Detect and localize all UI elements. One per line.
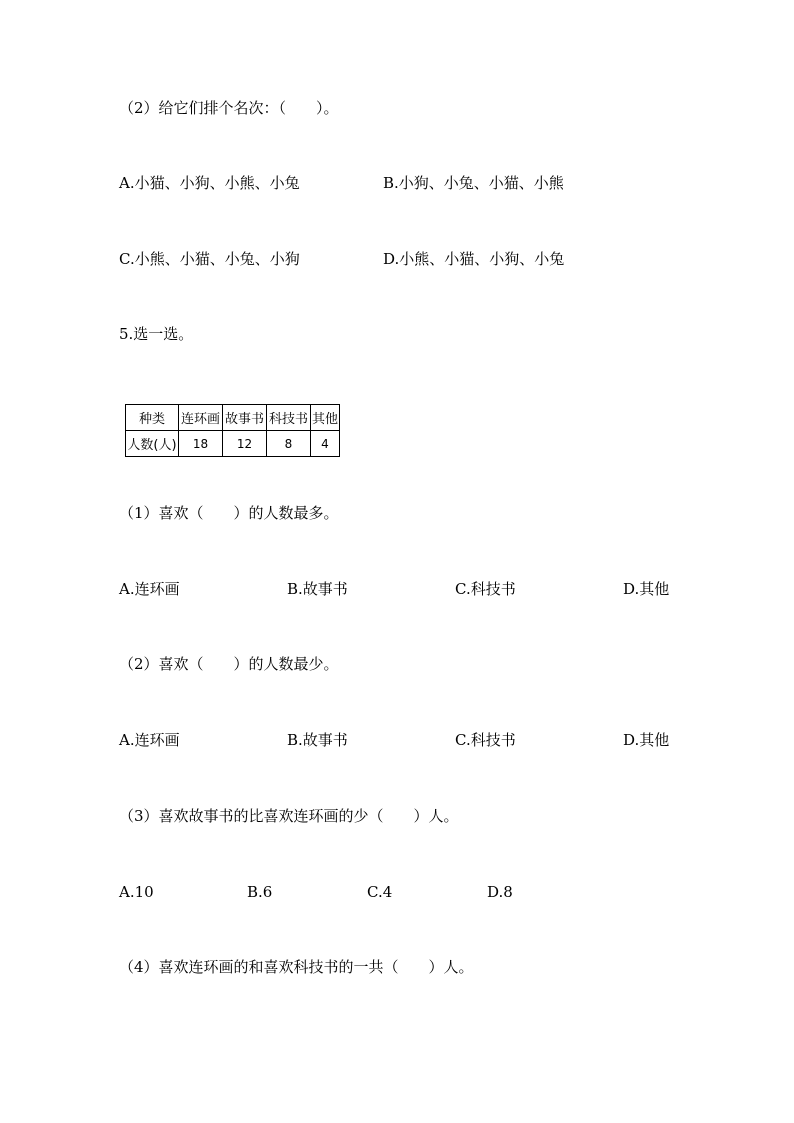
q5-part2-prompt: （2）喜欢（ ）的人数最少。 — [119, 655, 339, 673]
table-row — [126, 431, 340, 457]
table-header-cell: 连环画 — [179, 405, 223, 431]
q5-part3-option-a[interactable]: A.10 — [119, 883, 154, 901]
table-row-label: 人数(人) — [126, 431, 179, 457]
table-header-row — [126, 405, 340, 431]
q5-part1-prompt: （1）喜欢（ ）的人数最多。 — [119, 504, 339, 522]
table-header-cell: 故事书 — [223, 405, 267, 431]
q5-part2-option-c[interactable]: C.科技书 — [455, 731, 516, 749]
q5-part3-option-d[interactable]: D.8 — [487, 883, 513, 901]
table-header-cell: 其他 — [311, 405, 340, 431]
q5-part2-option-b[interactable]: B.故事书 — [287, 731, 348, 749]
q5-part1-option-b[interactable]: B.故事书 — [287, 580, 348, 598]
reading-stats-table — [125, 404, 340, 457]
q5-part3-prompt: （3）喜欢故事书的比喜欢连环画的少（ ）人。 — [119, 807, 459, 825]
q4-part2-prompt: （2）给它们排个名次：（ ）。 — [119, 99, 339, 117]
q5-part4-prompt: （4）喜欢连环画的和喜欢科技书的一共（ ）人。 — [119, 958, 474, 976]
q4-part2-option-a[interactable]: A.小猫、小狗、小熊、小兔 — [119, 174, 300, 192]
q5-part3-option-c[interactable]: C.4 — [367, 883, 393, 901]
q5-title: 5.选一选。 — [119, 325, 194, 343]
q5-part3-option-b[interactable]: B.6 — [247, 883, 273, 901]
table-cell: 12 — [223, 431, 267, 457]
table-cell: 8 — [267, 431, 311, 457]
table-header-cell: 科技书 — [267, 405, 311, 431]
table-header-cell: 种类 — [126, 405, 179, 431]
q4-part2-option-b[interactable]: B.小狗、小兔、小猫、小熊 — [383, 174, 564, 192]
q5-part2-option-d[interactable]: D.其他 — [623, 731, 670, 749]
q5-part2-option-a[interactable]: A.连环画 — [119, 731, 180, 749]
q5-part1-option-a[interactable]: A.连环画 — [119, 580, 180, 598]
table-cell: 4 — [311, 431, 340, 457]
q5-part1-option-c[interactable]: C.科技书 — [455, 580, 516, 598]
q5-part1-option-d[interactable]: D.其他 — [623, 580, 670, 598]
q4-part2-option-d[interactable]: D.小熊、小猫、小狗、小兔 — [383, 250, 565, 268]
q4-part2-option-c[interactable]: C.小熊、小猫、小兔、小狗 — [119, 250, 300, 268]
table-cell: 18 — [179, 431, 223, 457]
